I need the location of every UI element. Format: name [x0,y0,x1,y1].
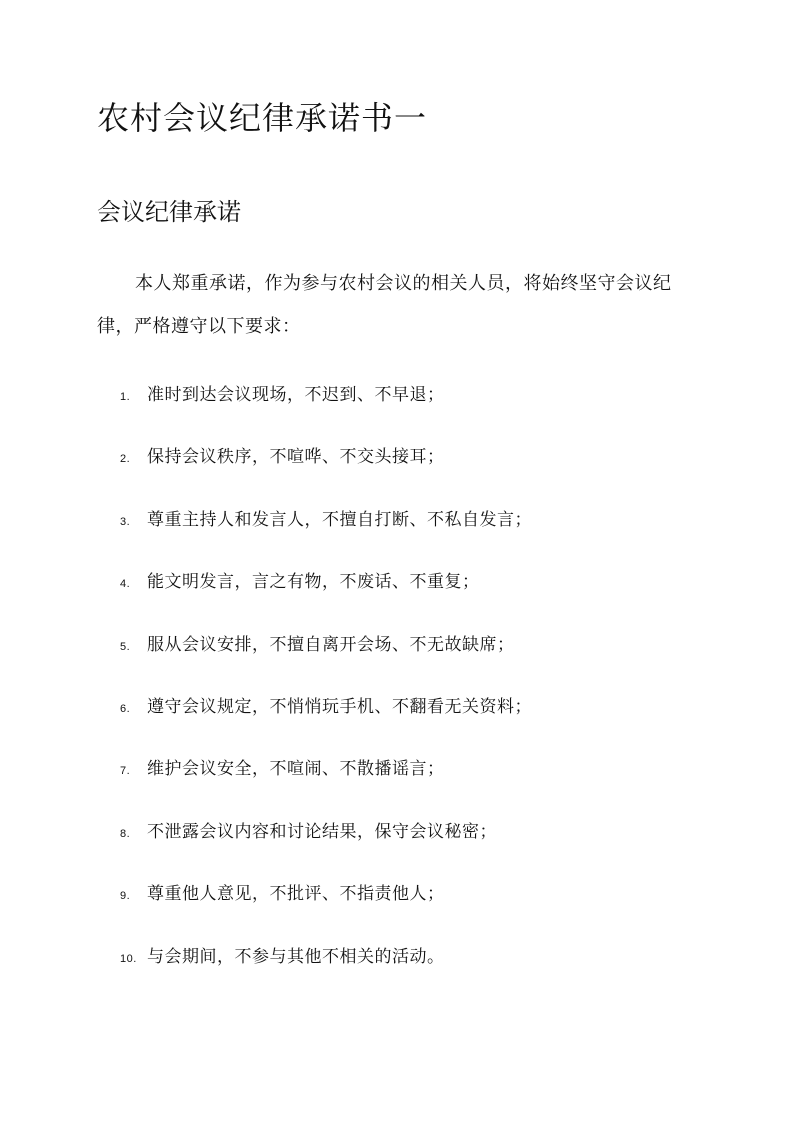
rule-item [120,749,532,811]
rule-item [120,562,532,624]
rule-text: 准时到达会议现场，不迟到、不早退； [147,385,445,405]
rule-text: 能文明发言，言之有物，不废话、不重复； [147,572,480,593]
rule-number: 6. [120,702,131,715]
rule-text: 服从会议安排，不擅自离开会场、不无故缺席； [147,634,515,655]
rule-item [120,812,532,874]
rule-number: 1. [120,391,131,403]
intro-paragraph: 本人郑重承诺，作为参与农村会议的相关人员，将始终坚守会议纪律，严格遵守以下要求： [97,273,672,337]
rule-item [120,437,532,499]
rule-text: 尊重主持人和发言人，不擅自打断、不私自发言； [147,509,532,530]
rule-number: 10. [120,952,137,965]
rules-list [120,375,532,999]
document-title: 农村会议纪律承诺书一 [97,99,428,137]
rule-text: 尊重他人意见，不批评、不指责他人； [147,884,445,905]
rule-text: 保持会议秩序，不喧哗、不交头接耳； [147,447,445,468]
rule-number: 4. [120,578,131,591]
rule-number: 7. [120,765,131,778]
rule-number: 8. [120,827,131,840]
section-title: 会议纪律承诺 [97,198,241,226]
rule-text: 遵守会议规定，不悄悄玩手机、不翻看无关资料； [147,696,532,717]
rule-number: 3. [120,515,131,528]
rule-text: 维护会议安全，不喧闹、不散播谣言； [147,759,445,780]
rule-number: 2. [120,453,131,466]
rule-text: 不泄露会议内容和讨论结果，保守会议秘密； [147,821,497,842]
rule-item [120,625,532,687]
rule-item [120,874,532,936]
rule-number: 5. [120,640,131,653]
rule-item [120,937,532,999]
rule-text: 与会期间，不参与其他不相关的活动。 [147,946,445,967]
rule-item [120,500,532,562]
rule-number: 9. [120,890,131,903]
rule-item [120,375,532,437]
rule-item [120,687,532,749]
